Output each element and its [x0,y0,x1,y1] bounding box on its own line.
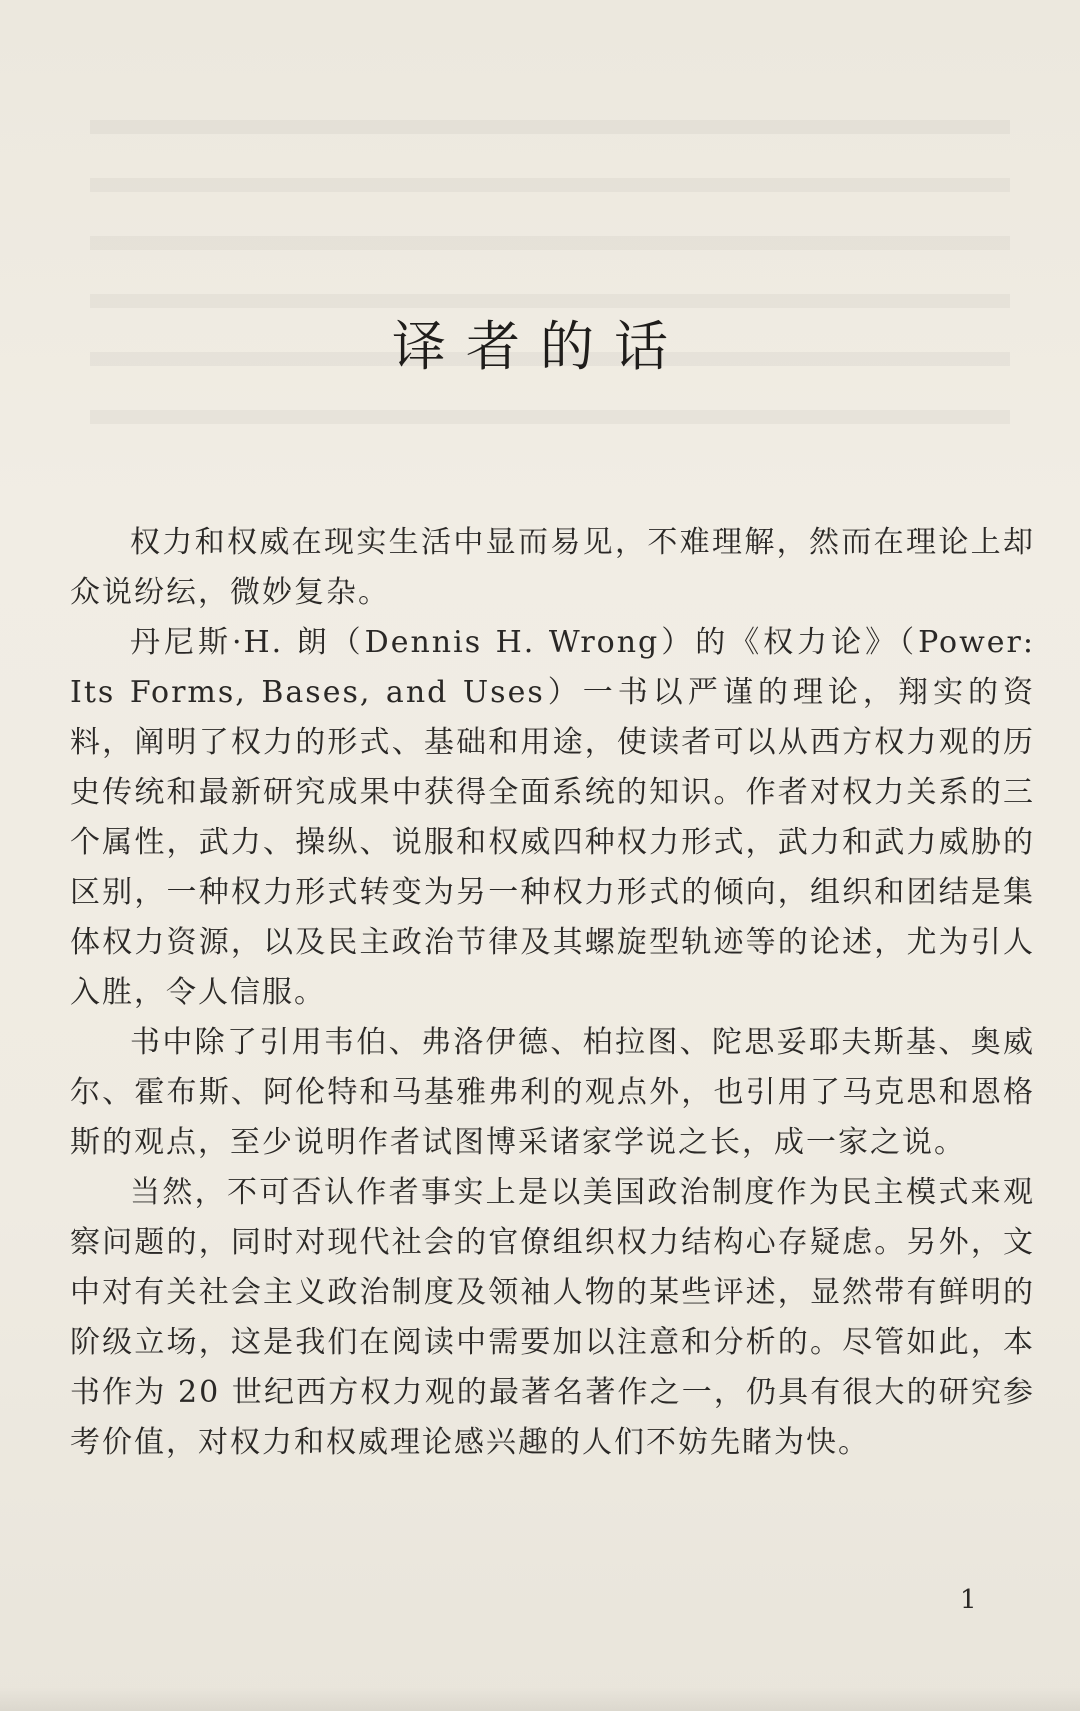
page-number: 1 [960,1585,977,1615]
body-text [70,518,1035,1468]
page-title: 译者的话 [392,315,688,379]
paragraph: 丹尼斯·H. 朗（Dennis H. Wrong）的《权力论》（Power: Its Forms, Bases, and Uses）一书以严谨的理论，翔实的资料，阐明了权力的形式、基础和用途，使读者可以从西方权力观的历史传统和最新研究成果中获得全面系统的知识。作者对权力关系的三个属性，武力、操纵、说服和权威四种权力形式，武力和武力威胁的区别，一种权力形式转变为另一种权力形式的倾向，组织和团结是集体权力资源，以及民主政治节律及其螺旋型轨迹等的论述，尤为引人入胜，令人信服。 [70,625,1035,1010]
show-through-texture [90,120,1010,450]
page-bottom-edge [0,1687,1080,1711]
paragraph: 当然，不可否认作者事实上是以美国政治制度作为民主模式来观察问题的，同时对现代社会的官僚组织权力结构心存疑虑。另外，文中对有关社会主义政治制度及领袖人物的某些评述，显然带有鲜明的阶级立场，这是我们在阅读中需要加以注意和分析的。尽管如此，本书作为 20 世纪西方权力观的最著名著作之一，仍具有很大的研究参考价值，对权力和权威理论感兴趣的人们不妨先睹为快。 [70,1175,1035,1460]
paragraph: 书中除了引用韦伯、弗洛伊德、柏拉图、陀思妥耶夫斯基、奥威尔、霍布斯、阿伦特和马基雅弗利的观点外，也引用了马克思和恩格斯的观点，至少说明作者试图博采诸家学说之长，成一家之说。 [70,1025,1035,1160]
paragraph: 权力和权威在现实生活中显而易见，不难理解，然而在理论上却众说纷纭，微妙复杂。 [70,525,1035,610]
